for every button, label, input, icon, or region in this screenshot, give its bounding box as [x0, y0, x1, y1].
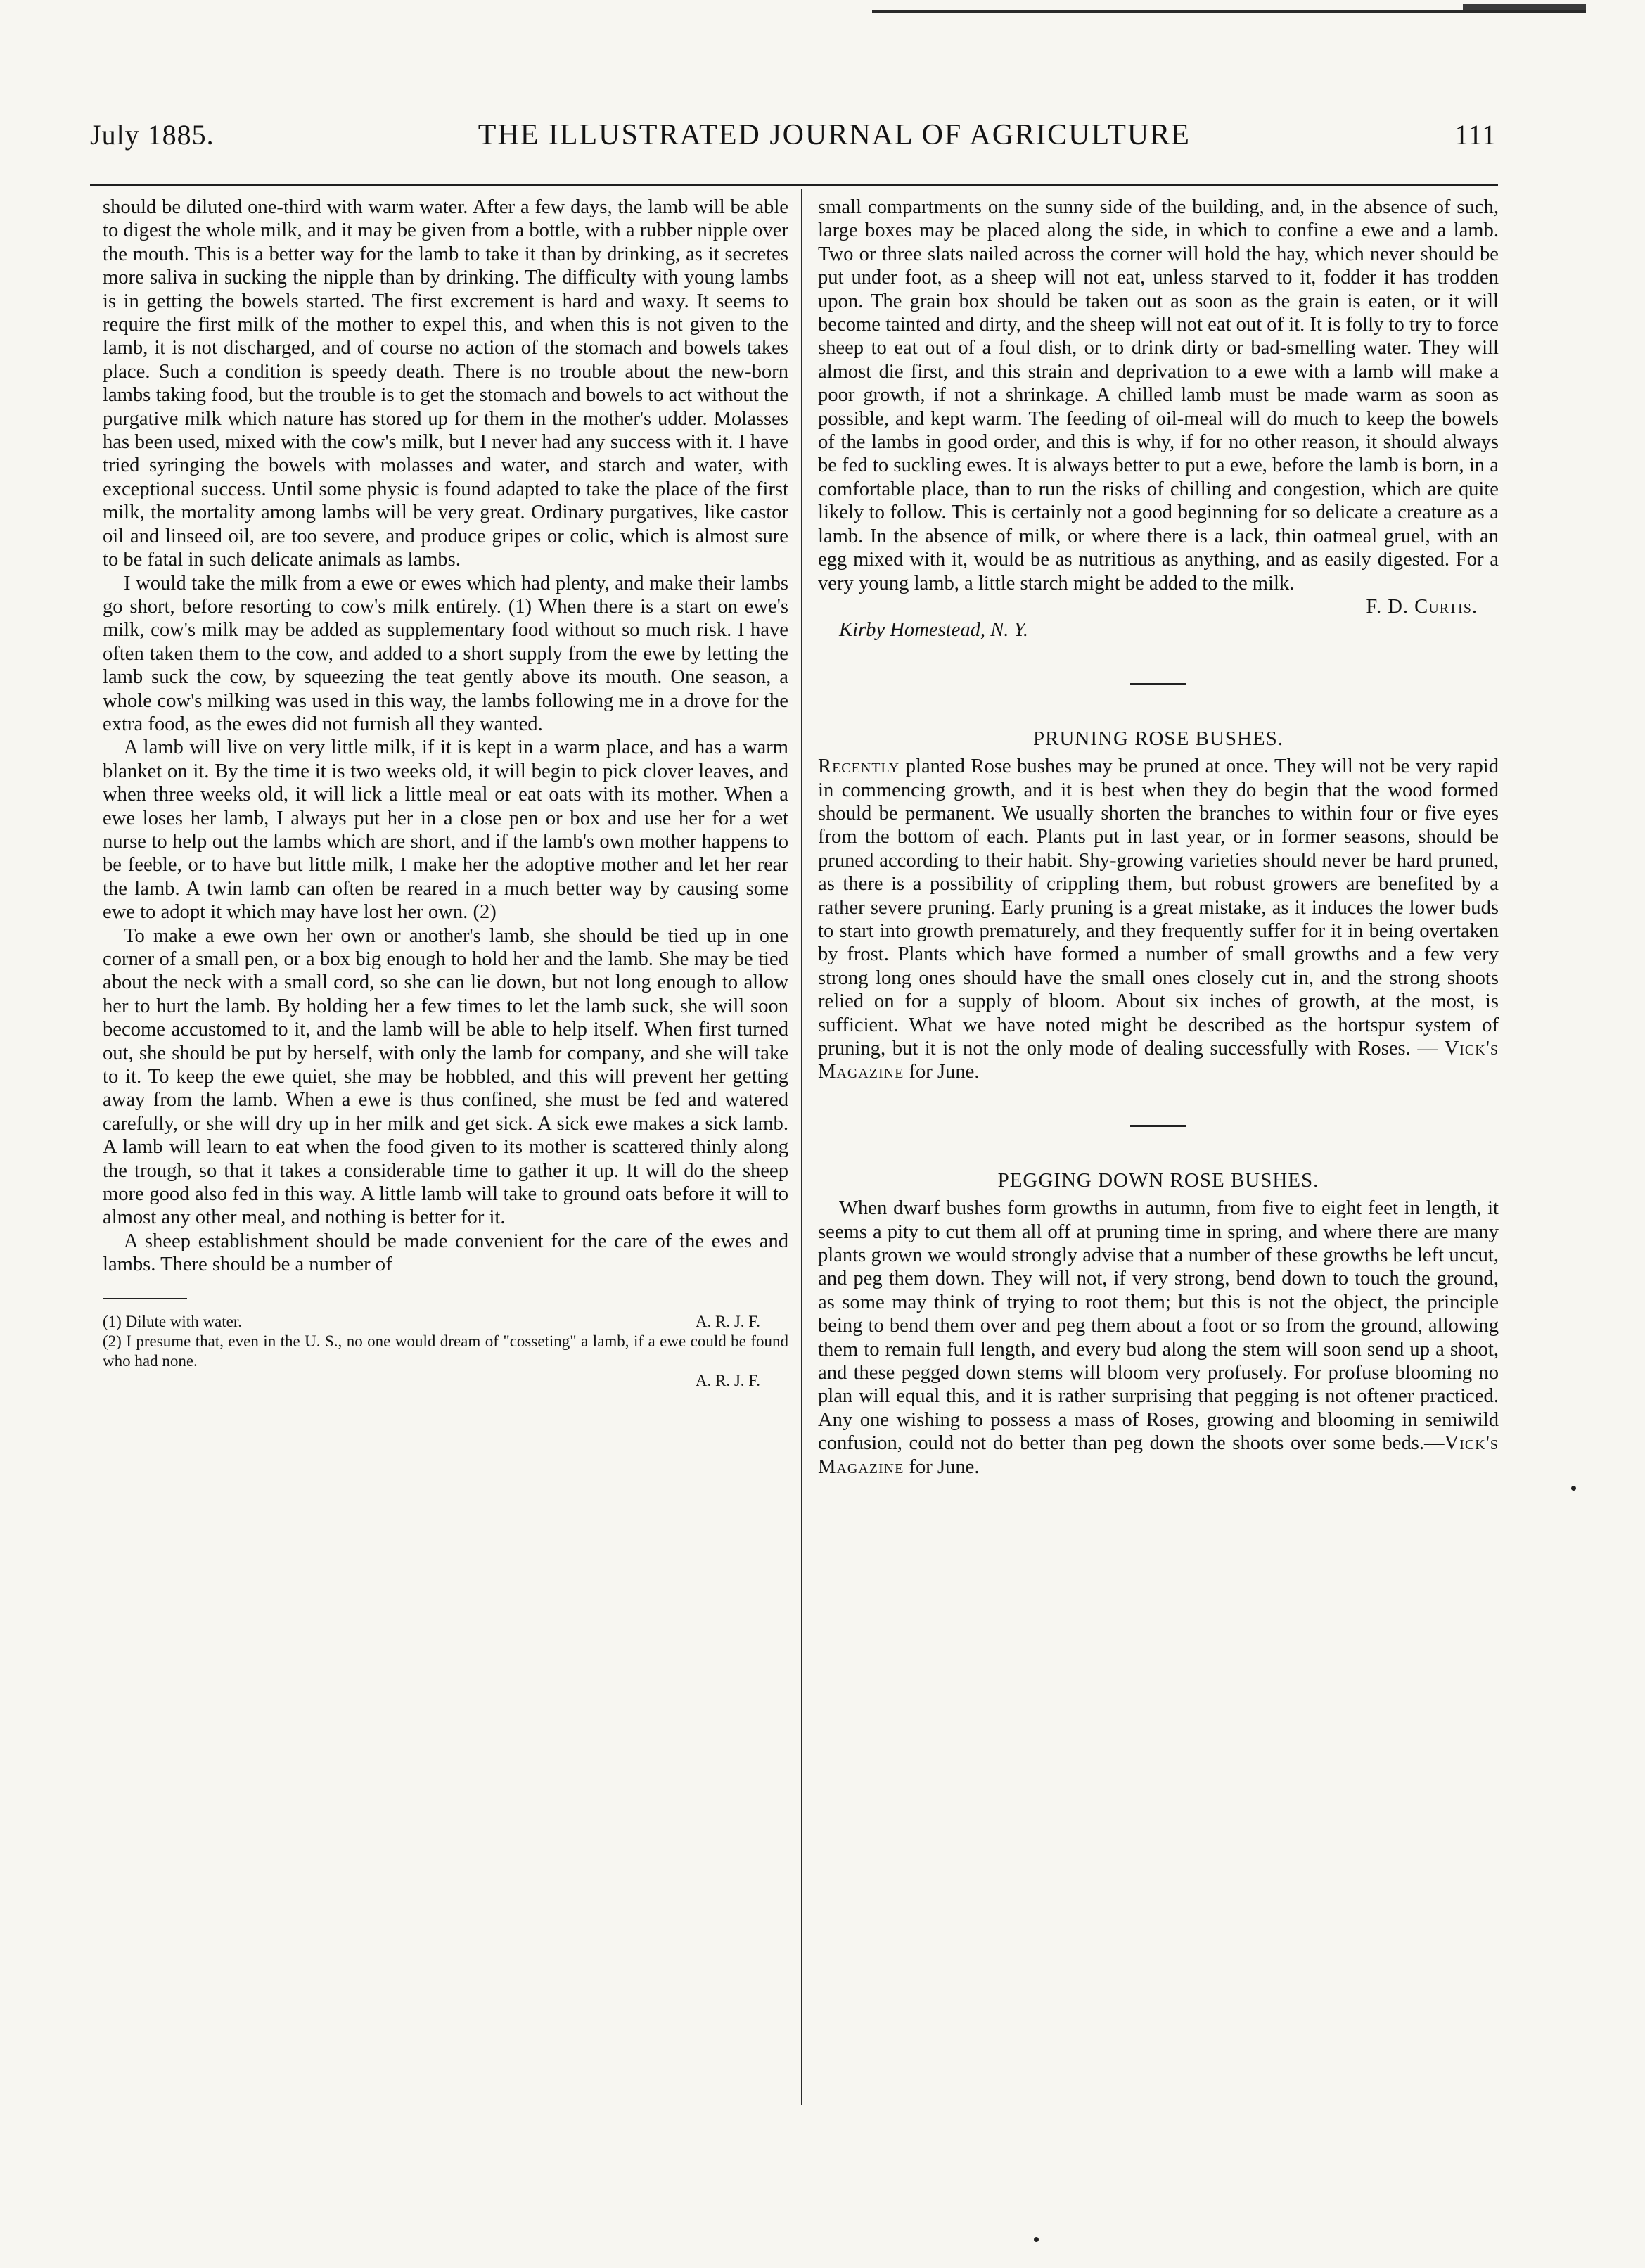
- section-divider: [1130, 683, 1186, 685]
- author-line: [818, 595, 1499, 618]
- section-heading: PEGGING DOWN ROSE BUSHES.: [997, 1168, 1319, 1192]
- right-column: [818, 196, 1499, 1479]
- issue-date: July 1885.: [90, 119, 215, 151]
- source-citation: Vick's Magazine: [818, 1038, 1499, 1083]
- paragraph: small compartments on the sunny side of the building, and, in the absence of such, large boxes may be placed along the side, in which to confine a ewe and a lamb. Two or three slats nailed across the corner will hold the hay, which never should be put under foot, as a sheep will not eat, unless starved to it, fodder it has trodden upon. The grain box should be taken out as soon as the grain is eaten, or it will become tainted and dirty, and the sheep will not eat out of it. It is folly to try to force sheep to eat out of a foul dish, or to drink dirty or bad-smelling water. They will almost die first, and this strain and deprivation to a ewe with a lamb will make a poor growth, if not a shrinkage. A chilled lamb must be made warm as soon as possible, and kept warm. The feeding of oil-meal will do much to keep the bowels of the lambs in good order, and this is why, if for no other reason, it should always be fed to suckling ewes. It is always better to put a ewe, before the lamb is born, in a comfortable place, than to run the risks of chilling and congestion, which are quite likely to follow. This is certainly not a good beginning for so delicate a creature as a lamb. In the absence of milk, or where there is a lack, thin oatmeal gruel, with an egg mixed with it, would be as nutritious as anything, and as easily digested. For a very young lamb, a little starch might be added to the milk.: [818, 196, 1499, 594]
- footnote-rule: [103, 1298, 187, 1299]
- paragraph: I would take the milk from a ewe or ewes which had plenty, and make their lambs go short, before resorting to cow's milk entirely. (1) When there is a start on ewe's milk, cow's milk may be added as supplementary food without so much risk. I have often taken them to the cow, and added to a short supply from the ewe by letting the lamb suck the cow, by squeezing the teat gently above its mouth. One season, a whole cow's milking was used in this way, the lambs following me in a drove for the extra food, as the ewes did not furnish all they wanted.: [103, 572, 788, 735]
- paragraph: [818, 755, 1499, 1084]
- top-decorative-rule-thick: [1463, 4, 1586, 10]
- ink-speck: [1571, 1486, 1576, 1491]
- page-header: [90, 118, 1497, 160]
- top-decorative-rule: [872, 10, 1586, 13]
- footnote-1: [103, 1312, 788, 1332]
- author-place: Kirby Homestead, N. Y.: [839, 619, 1029, 642]
- section-body: planted Rose bushes may be pruned at once. They will not be very rapid in commencing growth, and it is best when they do begin that the wood formed should be permanent. We usually shorten the branches to within four or five eyes from the bottom of each. Plants put in last year, or in former seasons, should be pruned according to their habit. Shy-growing varieties should never be hard pruned, as there is a possibility of crippling them, but robust growers are benefited by a rather severe pruning. Early pruning is a great mistake, as it induces the lower buds to start into growth prematurely, and they frequently suffer for it in being overtaken by frost. Plants which have formed a number of small growths and a few very strong long ones should have the small ones closely cut in, and the strong shoots relied on for a supply of bloom. About six inches of growth, at the most, is sufficient. What we have noted might be described as the hortspur system of pruning, but it is not the only mode of dealing successfully with Roses. —: [818, 756, 1499, 1059]
- paragraph: A lamb will live on very little milk, if it is kept in a warm place, and has a warm blanket on it. By the time it is two weeks old, it will begin to pick clover leaves, and when three weeks old, it will lick a little meal or eat oats with its mother. When a ewe loses her lamb, I always put her in a close pen or box and use her for a wet nurse to help out the lambs which are short, and if the lamb's own mother happens to be feeble, or to have but little milk, I make her the adoptive mother and let her rear the lamb. A twin lamb can often be reared in a much better way by causing some ewe to adopt it which may have lost her own. (2): [103, 737, 788, 924]
- source-tail: for June.: [904, 1455, 980, 1478]
- section-heading: PRUNING ROSE BUSHES.: [1033, 727, 1284, 750]
- section-body: When dwarf bushes form growths in autumn, from five to eight feet in length, it seems a pity to cut them all off at pruning time in spring, and where there are many plants grown we would strongly advise that a number of these growths be left uncut, and peg them down. They will not, if very strong, bend down to touch the ground, as some may think of trying to root them; but this is not the object, the principle being to bend them over and peg them about a foot or so from the ground, allowing them to remain full length, and every bud along the stem will soon send up a shoot, and these pegged down stems will bloom very profusely. For profuse blooming no plan will equal this, and it is rather surprising that pegging is not oftener practiced. Any one wishing to possess a mass of Roses, growing and blooming in semiwild confusion, could not do better than peg down the shoots over some beds.—: [818, 1197, 1499, 1455]
- lead-word: Recently: [818, 756, 900, 778]
- section-divider: [1130, 1125, 1186, 1127]
- footnote-2: (2) I presume that, even in the U. S., no one would dream of "cosseting" a lamb, if a ewe could be found who had none.: [103, 1332, 788, 1370]
- paragraph: should be diluted one-third with warm water. After a few days, the lamb will be able to digest the whole milk, and it may be given from a bottle, with a rubber nipple over the mouth. This is a better way for the lamb to take it than by drinking, as it secretes more saliva in sucking the nipple than by drinking. The difficulty with young lambs is in getting the bowels started. The first excrement is hard and waxy. It seems to require the first milk of the mother to expel this, and when this is not given to the lamb, it is not discharged, and of course no action of the stomach and bowels takes place. Such a condition is speedy death. There is no trouble about the new-born lambs taking food, but the trouble is to get the stomach and bowels to act without the purgative milk which nature has stored up for them in the mother's udder. Molasses has been used, mixed with the cow's milk, but I never had any success with it. I have tried syringing the bowels with molasses and water, and starch and water, with exceptional success. Until some physic is found adapted to take the place of the first milk, the mortality among lambs will be very great. Ordinary purgatives, like castor oil and linseed oil, are too severe, and produce gripes or colic, which is almost sure to be fatal in such delicate animals as lambs.: [103, 196, 788, 571]
- source-citation: Vick's Magazine: [818, 1432, 1499, 1478]
- journal-title: THE ILLUSTRATED JOURNAL OF AGRICULTURE: [478, 119, 1191, 151]
- footnotes: [103, 1312, 788, 1391]
- source-tail: for June.: [904, 1061, 980, 1083]
- paragraph: A sheep establishment should be made convenient for the care of the ewes and lambs. There should be a number of: [103, 1230, 788, 1276]
- column-divider: [801, 189, 802, 2105]
- page-number: 111: [1454, 119, 1497, 151]
- paragraph: To make a ewe own her own or another's lamb, she should be tied up in one corner of a small pen, or a box big enough to hold her and the lamb. She may be tied about the neck with a small cord, so she can lie down, but not long enough to allow her to hurt the lamb. By holding her a few times to let the lamb suck, she will soon become accustomed to it, and the lamb will be able to help itself. When first turned out, she should be put by herself, with only the lamb for company, and she will take to it. To keep the ewe quiet, she may be hobbled, and this will prevent her getting away from the lamb. When a ewe is thus confined, she must be fed and watered carefully, or she will dry up in her milk and get sick. A sick ewe makes a sick lamb. A lamb will learn to eat when the food given to its mother is scattered thinly along the trough, so that it takes a considerable time to gather it up. It will do the sheep more good also fed in this way. A little lamb will take to ground oats before it will to almost any other meal, and nothing is better for it.: [103, 924, 788, 1229]
- footnote-signature: A. R. J. F.: [695, 1312, 760, 1330]
- ink-speck: [1034, 2237, 1039, 2242]
- paragraph: [818, 1197, 1499, 1479]
- footnote-signature: A. R. J. F.: [695, 1371, 760, 1389]
- author-signature: F. D. Curtis.: [1366, 595, 1478, 618]
- left-column: [103, 196, 788, 1391]
- header-rule: [90, 184, 1498, 186]
- footnote-text: (1) Dilute with water.: [103, 1312, 243, 1330]
